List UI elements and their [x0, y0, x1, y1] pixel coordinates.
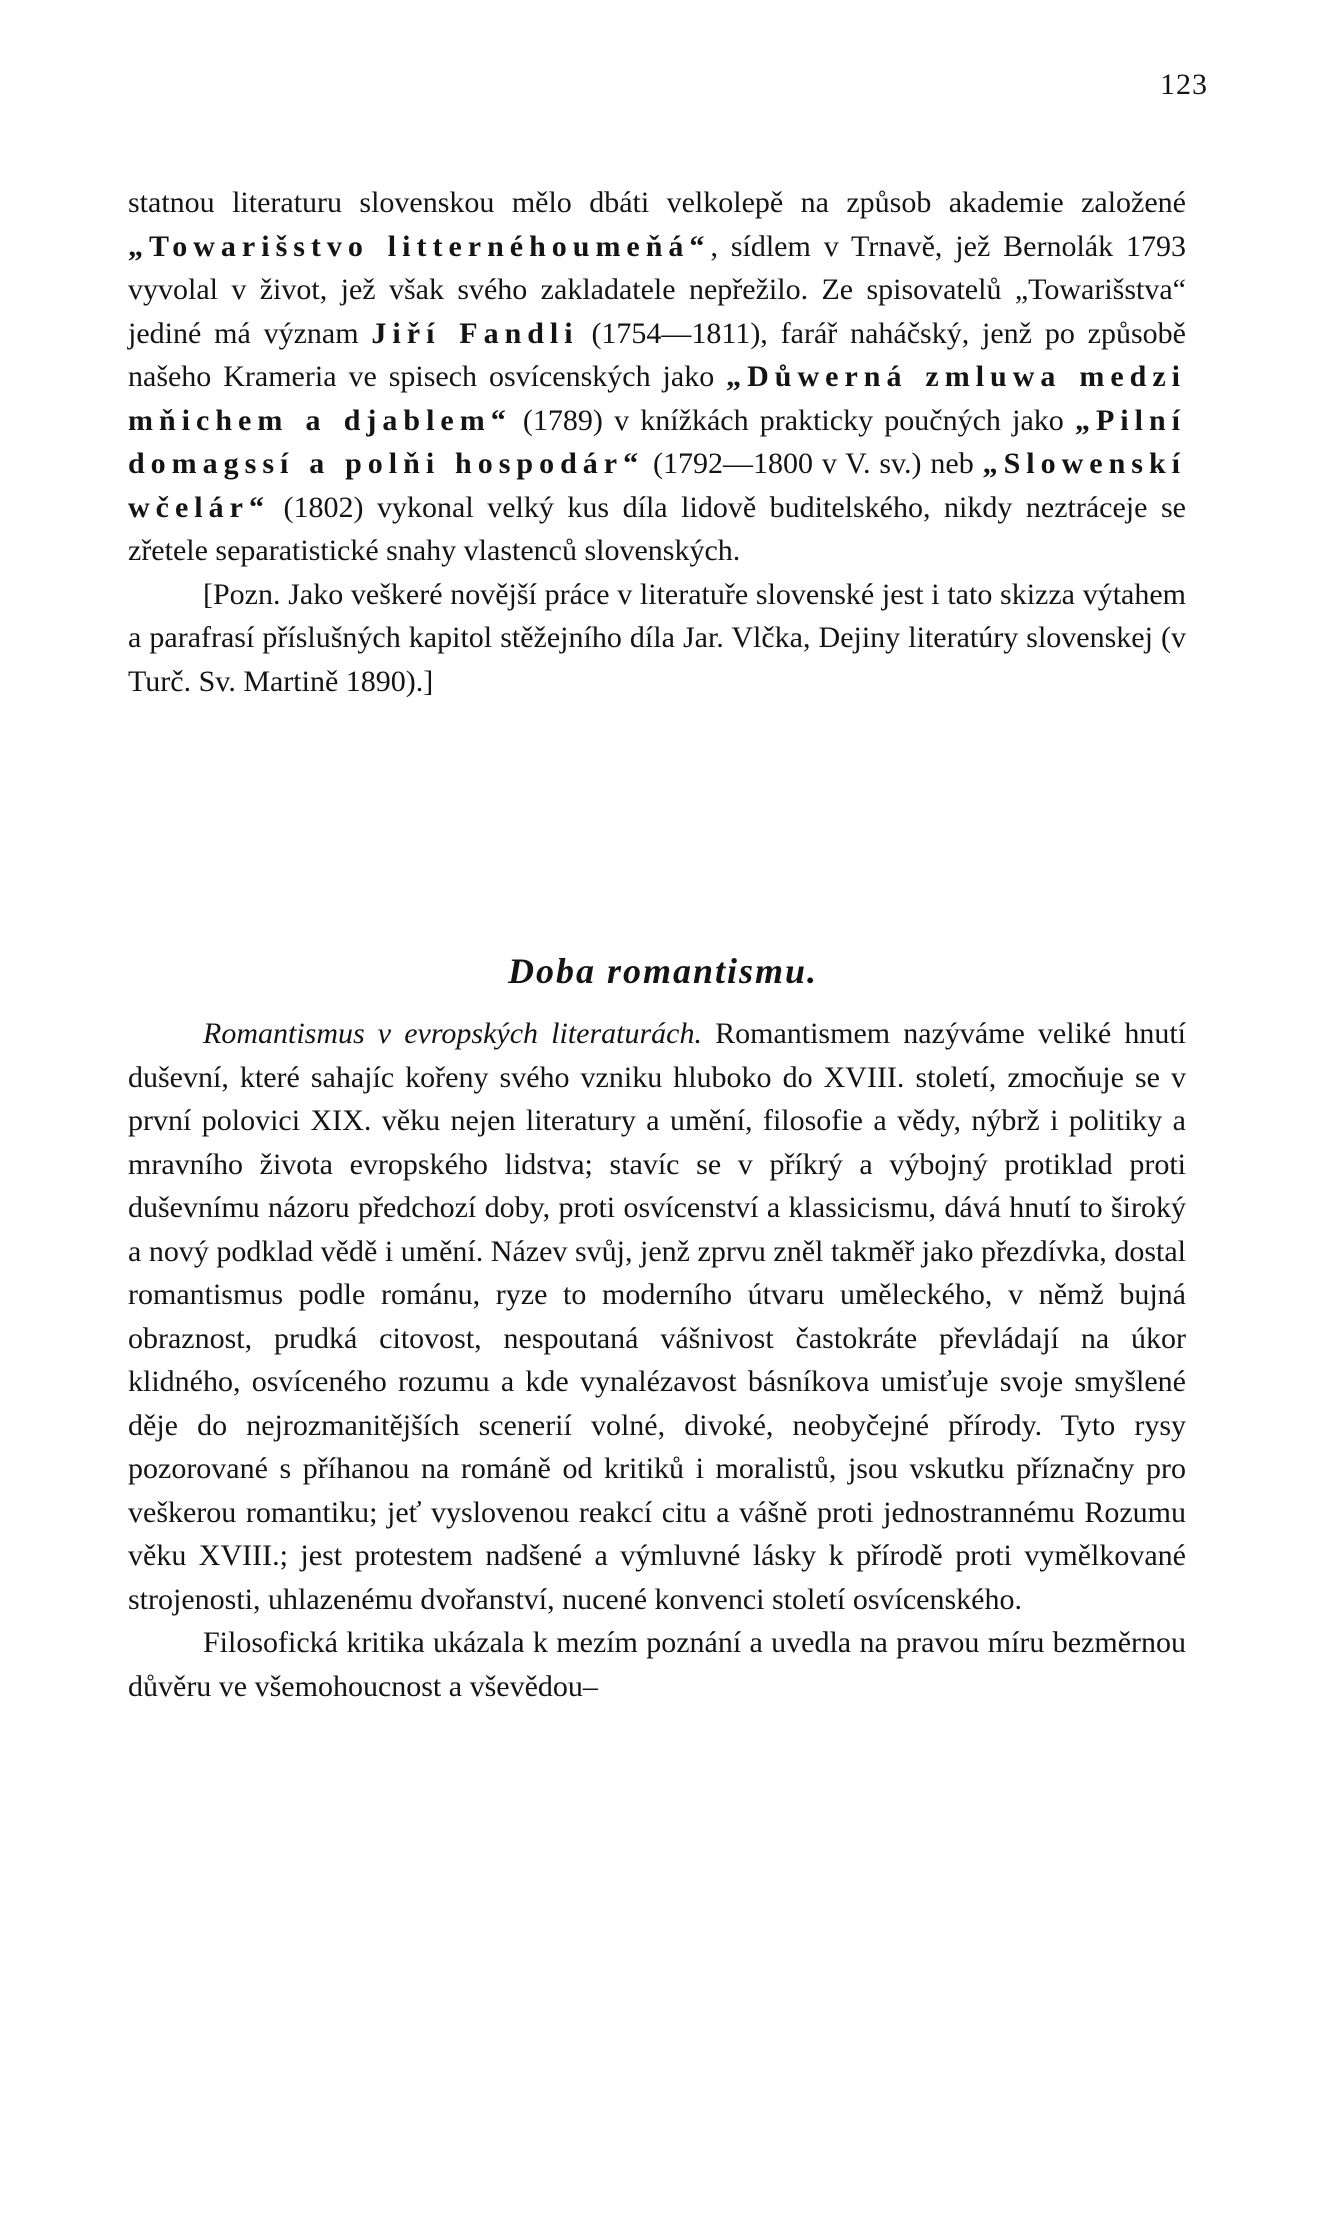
text-run: Romantismem nazýváme veliké hnutí duševní, které sahajíc kořeny svého vzniku hluboko do XVIII. století, zmocňuje se v první polovici XIX. věku nejen literatury a umění, filosofie a vědy, nýbrž i politiky a mravního života evropského lidstva; stavíc se v příkrý a výbojný protiklad proti duševnímu názoru předchozí doby, proti osvícenství a klassicismu, dává hnutí to široký a nový podklad vědě i umění. Název svůj, jenž zprvu zněl takměř jako přezdívka, dostal romantismus podle románu, ryze to moderního útvaru uměleckého, v němž bujná obraznost, prudká citovost, nespoutaná vášnivost častokráte převládají na úkor klidného, osvíceného rozumu a kde vynalézavost básníkova umisťuje svoje smyšlené děje do nejrozmanitějších scenerií volné, divoké, neobyčejné přírody. Tyto rysy pozorované s příhanou na románě od kritiků i moralistů, jsou vskutku příznačny pro veškerou romantiku; jeť vyslovenou reakcí citu a vášně proti jednostrannému Rozumu věku XVIII.; jest protestem nadšené a výmluvné lásky k přírodě proti vymělkované strojenosti, uhlazenému dvořanství, nucené konvenci století osvícenského. — [128, 1017, 1187, 1616]
section-heading: Doba romantismu. — [507, 951, 819, 991]
subsection-heading: Romantismus v evropských literaturách. — [203, 1017, 702, 1050]
spaced-title-pilni-domagssi: „Pilní domagssí a polňi hospodár“ — [128, 403, 1186, 480]
editorial-note: [Pozn. Jako veškeré novější práce v literatuře slovenské jest i tato skizza výtahem a parafrasí příslušných kapitol stěžejního díla Jar. Vlčka, Dejiny literatúry slovenskej (v Turč. Sv. Martině 1890).] — [128, 577, 1186, 698]
paragraph-philosophy: Filosofická kritika ukázala k mezím poznání a uvedla na pravou míru bezměrnou důvěru ve všemohoucnost a vševědou– — [128, 1626, 1186, 1703]
text-run: (1754—1811), farář naháčský, jenž po způsobě našeho Krameria ve spisech osvícenských jako — [128, 316, 1186, 393]
text-run: , sídlem v Trnavě, jež Bernolák 1793 vyvolal v život, jež však svého zakladatele nepřežilo. Ze spisovatelů „Towarišstva“ jediné má význam — [128, 229, 1186, 350]
page-number: 123 — [1160, 68, 1208, 101]
text-run: statnou literaturu slovenskou mělo dbáti velkolepě na způsob akademie založené — [128, 186, 1186, 219]
spaced-title-towarisstvo: „Towarišstvo litternéhoumeňá“ — [128, 229, 711, 263]
romanticism-text-block — [128, 1012, 1186, 1708]
paragraph-towarisstvo — [128, 181, 1186, 573]
spaced-title-slowenski-wcelar: „Slowenskí wčelár“ — [128, 447, 1186, 524]
paragraph-romanticism — [128, 1012, 1186, 1621]
intro-text-block — [128, 181, 1186, 703]
spaced-name-fandli: Jiří Fandli — [371, 316, 579, 350]
text-run: (1802) vykonal velký kus díla lidově buditelského, nikdy neztráceje se zřetele separatistické snahy vlastenců slovenských. — [128, 490, 1186, 567]
text-run: (1789) v knížkách prakticky poučných jako — [511, 403, 1075, 437]
spaced-title-duwerna-zmluwa: „Důwerná zmluwa medzi mňichem a djablem“ — [128, 360, 1186, 437]
text-run: (1792—1800 v V. sv.) neb — [644, 447, 983, 480]
